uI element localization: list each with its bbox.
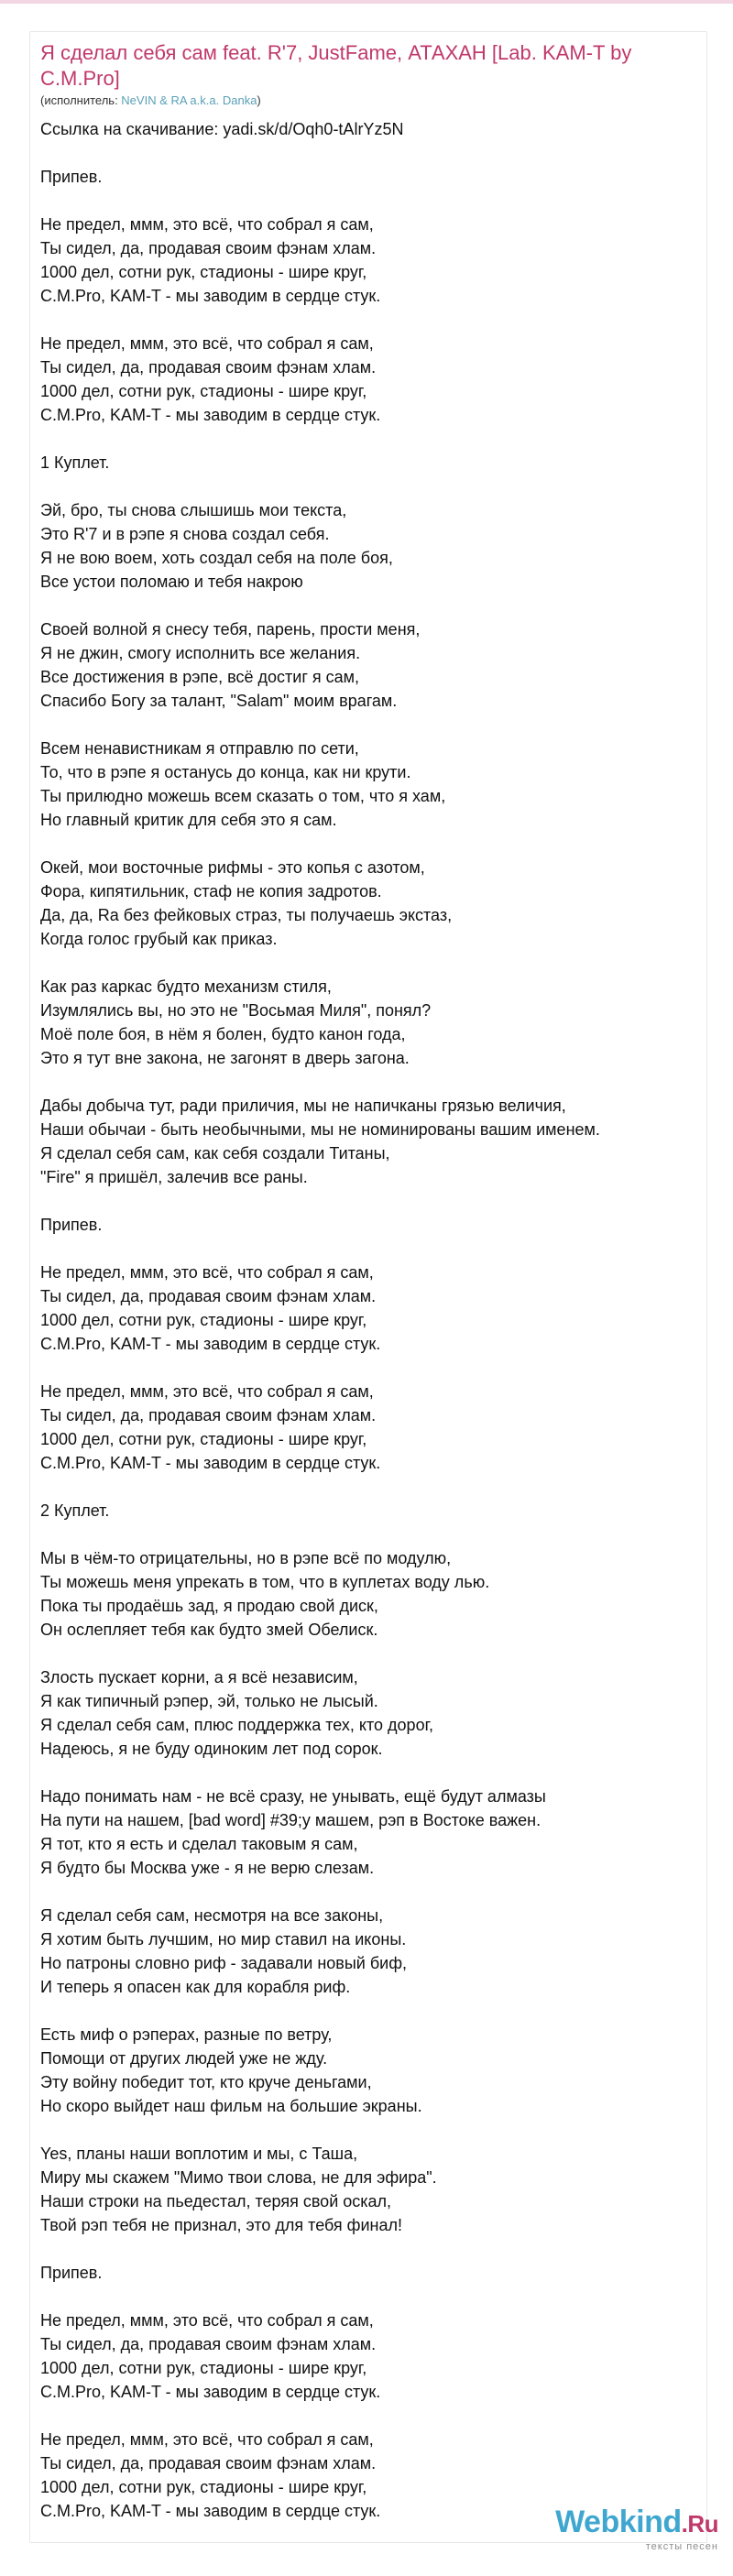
lyrics-line: Злость пускает корни, а я всё независим, (40, 1668, 358, 1686)
lyrics-line: Я не вою воем, хоть создал себя на поле боя, (40, 549, 393, 567)
lyrics-line: Ты сидел, да, продавая своим фэнам хлам. (40, 2335, 377, 2353)
lyrics-line: Yes, планы наши воплотим и мы, с Таша, (40, 2145, 358, 2163)
lyrics-line: 1000 дел, сотни рук, стадионы - шире круг, (40, 382, 367, 400)
lyrics-line: Припев. (40, 168, 103, 186)
lyrics-line: Но скоро выйдет наш фильм на большие экраны. (40, 2097, 422, 2115)
lyrics-line: Дабы добыча тут, ради приличия, мы не напичканы грязью величия, (40, 1097, 566, 1115)
site-logo[interactable] (555, 2506, 718, 2552)
lyrics-blank-line (40, 427, 700, 451)
lyrics-line: Ты сидел, да, продавая своим фэнам хлам. (40, 2454, 377, 2472)
lyrics-line: Но патроны словно риф - задавали новый биф, (40, 1954, 408, 1972)
lyrics-line: Надеюсь, я не буду одиноким лет под сорок. (40, 1740, 383, 1758)
lyrics-blank-line (40, 1523, 700, 1546)
lyrics-line: Не предел, ммм, это всё, что собрал я сам, (40, 2430, 374, 2449)
lyrics-line: Я сделал себя сам, как себя создали Титаны, (40, 1144, 390, 1162)
lyrics-line: C.M.Pro, KAM-T - мы заводим в сердце стук. (40, 2383, 381, 2401)
lyrics-blank-line (40, 1642, 700, 1665)
lyrics-line: 1000 дел, сотни рук, стадионы - шире круг, (40, 263, 367, 281)
lyrics-blank-line (40, 1761, 700, 1785)
lyrics-blank-line (40, 1999, 700, 2023)
logo-name: Webkind (555, 2505, 682, 2539)
lyrics-line: Я сделал себя сам, несмотря на все законы, (40, 1906, 384, 1925)
lyrics-line: 1000 дел, сотни рук, стадионы - шире круг, (40, 1311, 367, 1329)
lyrics-text (40, 117, 700, 2523)
lyrics-line: Это я тут вне закона, не загонят в дверь загона. (40, 1049, 410, 1067)
lyrics-line: Не предел, ммм, это всё, что собрал я сам, (40, 1263, 374, 1282)
song-title: Я сделал себя сам feat. R'7, JustFame, АТАХАН [Lab. KAM-T by C.M.Pro] (40, 41, 632, 90)
lyrics-line: C.M.Pro, KAM-T - мы заводим в сердце стук. (40, 1454, 381, 1472)
logo-wordmark (555, 2506, 718, 2539)
lyrics-blank-line (40, 1189, 700, 1213)
lyrics-line: C.M.Pro, KAM-T - мы заводим в сердце стук. (40, 287, 381, 305)
lyrics-line: Я тот, кто я есть и сделал таковым я сам, (40, 1835, 358, 1853)
lyrics-line: 1000 дел, сотни рук, стадионы - шире круг, (40, 1430, 367, 1448)
artist-byline (40, 93, 261, 107)
lyrics-line: Не предел, ммм, это всё, что собрал я сам, (40, 215, 374, 234)
lyrics-line: Помощи от других людей уже не жду. (40, 2049, 328, 2068)
lyrics-line: Я хотим быть лучшим, но мир ставил на иконы. (40, 1930, 407, 1948)
lyrics-line: Как раз каркас будто механизм стиля, (40, 977, 332, 996)
lyrics-line: Он ослепляет тебя как будто змей Обелиск. (40, 1621, 378, 1639)
lyrics-line: И теперь я опасен как для корабля риф. (40, 1978, 351, 1996)
lyrics-line: Когда голос грубый как приказ. (40, 930, 278, 948)
lyrics-line: Мы в чём-то отрицательны, но в рэпе всё по модулю, (40, 1549, 452, 1567)
lyrics-line: На пути на нашем, [bad word] #39;у машем, рэп в Востоке важен. (40, 1811, 542, 1829)
logo-tld: .Ru (681, 2510, 718, 2538)
lyrics-line: Не предел, ммм, это всё, что собрал я сам, (40, 334, 374, 353)
lyrics-line: Ты сидел, да, продавая своим фэнам хлам. (40, 239, 377, 257)
lyrics-line: Ты сидел, да, продавая своим фэнам хлам. (40, 1406, 377, 1424)
lyrics-line: C.M.Pro, KAM-T - мы заводим в сердце стук. (40, 406, 381, 424)
lyrics-line: "Fire" я пришёл, залечив все раны. (40, 1168, 308, 1186)
lyrics-line: Эй, бро, ты снова слышишь мои текста, (40, 501, 347, 519)
lyrics-line: Изумлялись вы, но это не "Восьмая Миля", понял? (40, 1001, 432, 1020)
lyrics-line: Ссылка на скачивание: yadi.sk/d/Oqh0-tAlrYz5N (40, 120, 404, 138)
lyrics-line: Эту войну победит тот, кто круче деньгами, (40, 2073, 372, 2091)
lyrics-blank-line (40, 189, 700, 213)
lyrics-line: Это R'7 и в рэпе я снова создал себя. (40, 525, 330, 543)
lyrics-line: Я не джин, смогу исполнить все желания. (40, 644, 361, 662)
lyrics-line: C.M.Pro, KAM-T - мы заводим в сердце стук. (40, 2502, 381, 2520)
lyrics-blank-line (40, 2285, 700, 2309)
lyrics-blank-line (40, 1880, 700, 1904)
byline-suffix: ) (257, 93, 261, 107)
lyrics-line: Я будто бы Москва уже - я не верю слезам. (40, 1859, 375, 1877)
lyrics-line: Ты прилюдно можешь всем сказать о том, что я хам, (40, 787, 446, 805)
lyrics-line: 1000 дел, сотни рук, стадионы - шире круг, (40, 2478, 367, 2496)
lyrics-line: Не предел, ммм, это всё, что собрал я сам, (40, 2311, 374, 2330)
lyrics-line: Ты можешь меня упрекать в том, что в куплетах воду лью. (40, 1573, 490, 1591)
lyrics-blank-line (40, 594, 700, 617)
lyrics-line: Своей волной я снесу тебя, парень, прости меня, (40, 620, 421, 639)
lyrics-line: Все устои поломаю и тебя накрою (40, 573, 303, 591)
lyrics-line: Я сделал себя сам, плюс поддержка тех, кто дорог, (40, 1716, 433, 1734)
lyrics-line: Пока ты продаёшь зад, я продаю свой диск, (40, 1597, 378, 1615)
lyrics-line: 2 Куплет. (40, 1501, 110, 1520)
lyrics-blank-line (40, 475, 700, 498)
lyrics-blank-line (40, 2404, 700, 2428)
lyrics-blank-line (40, 1475, 700, 1499)
lyrics-line: Ты сидел, да, продавая своим фэнам хлам. (40, 1287, 377, 1305)
lyrics-line: 1000 дел, сотни рук, стадионы - шире круг, (40, 2359, 367, 2377)
lyrics-line: Твой рэп тебя не признал, это для тебя финал! (40, 2216, 402, 2234)
logo-tagline: тексты песен (645, 2541, 718, 2552)
lyrics-line: Фора, кипятильник, стаф не копия задротов. (40, 882, 382, 901)
lyrics-line: Припев. (40, 1216, 103, 1234)
top-decor-band (0, 0, 733, 4)
lyrics-line: Миру мы скажем "Мимо твои слова, не для эфира". (40, 2168, 437, 2187)
lyrics-line: Всем ненавистникам я отправлю по сети, (40, 739, 359, 758)
artist-link[interactable]: NeVIN & RA a.k.a. Danka (121, 93, 257, 107)
lyrics-line: Окей, мои восточные рифмы - это копья с азотом, (40, 858, 425, 877)
lyrics-line: Наши обычаи - быть необычными, мы не номинированы вашим именем. (40, 1120, 600, 1139)
lyrics-line: Но главный критик для себя это я сам. (40, 811, 337, 829)
lyrics-line: C.M.Pro, KAM-T - мы заводим в сердце стук. (40, 1335, 381, 1353)
lyrics-line: Ты сидел, да, продавая своим фэнам хлам. (40, 358, 377, 377)
lyrics-blank-line (40, 308, 700, 332)
lyrics-line: То, что в рэпе я останусь до конца, как ни крути. (40, 763, 411, 781)
lyrics-blank-line (40, 1237, 700, 1261)
lyrics-line: Да, да, Ra без фейковых страз, ты получаешь экстаз, (40, 906, 453, 924)
lyrics-blank-line (40, 2118, 700, 2142)
lyrics-line: Надо понимать нам - не всё сразу, не унывать, ещё будут алмазы (40, 1787, 546, 1806)
lyrics-line: Есть миф о рэперах, разные по ветру, (40, 2025, 333, 2044)
lyrics-blank-line (40, 2237, 700, 2261)
lyrics-line: Моё поле боя, в нём я болен, будто канон года, (40, 1025, 406, 1043)
lyrics-blank-line (40, 1070, 700, 1094)
lyrics-blank-line (40, 951, 700, 975)
lyrics-blank-line (40, 713, 700, 737)
lyrics-line: Наши строки на пьедестал, теряя свой оскал, (40, 2192, 392, 2210)
byline-prefix: (исполнитель: (40, 93, 122, 107)
lyrics-blank-line (40, 832, 700, 856)
lyrics-blank-line (40, 1356, 700, 1380)
lyrics-line: Я как типичный рэпер, эй, только не лысый. (40, 1692, 378, 1710)
lyrics-line: Все достижения в рэпе, всё достиг я сам, (40, 668, 360, 686)
lyrics-line: Не предел, ммм, это всё, что собрал я сам, (40, 1382, 374, 1401)
lyrics-line: 1 Куплет. (40, 453, 110, 472)
lyrics-line: Припев. (40, 2264, 103, 2282)
lyrics-blank-line (40, 141, 700, 165)
lyrics-line: Спасибо Богу за талант, "Salam" моим врагам. (40, 692, 398, 710)
